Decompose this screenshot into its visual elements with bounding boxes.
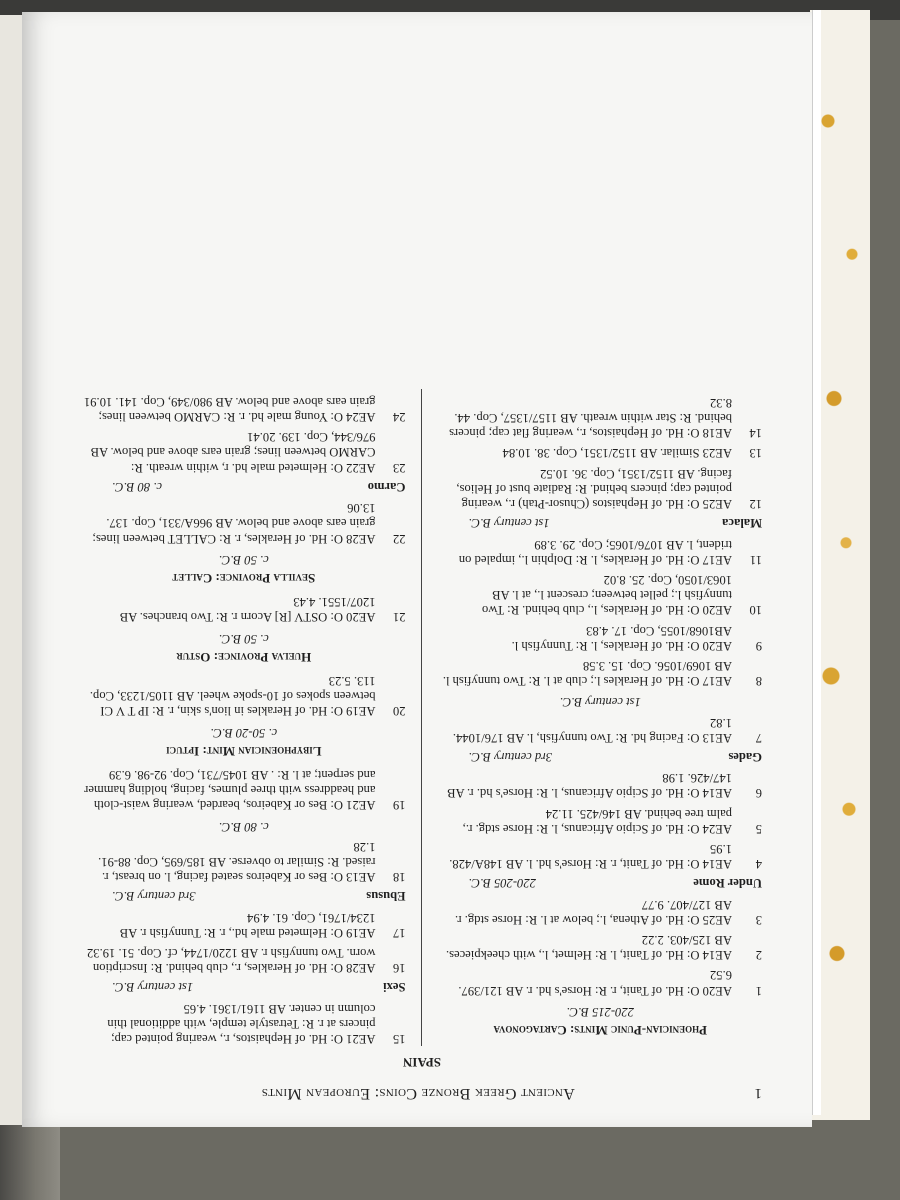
entry: 22 AE28 O: Hd. of Herakles, r. R: CALLET between lines; grain ears above and below. AB 966A/331, Cop. 137. 13.06 bbox=[92, 501, 406, 546]
date-subhead: c. 50-20 B.C. bbox=[210, 725, 278, 740]
left-column bbox=[422, 389, 763, 1046]
mint-heading: Huelva Province: Ostur bbox=[176, 649, 312, 665]
entry: 8 AE17 O: Hd. of Herakles l.; club at l. R: Two tunnyfish l. AB 1069/1056. Cop. 15. 3.58 bbox=[442, 658, 762, 689]
page-content-upside-down bbox=[82, 52, 762, 1102]
entry: 5 AE24 O: Hd. of Scipio Africanus, l. R: Horse stdg. r., palm tree behind. AB 146/425. 11.24 bbox=[462, 806, 762, 836]
entry: 12 AE25 O: Hd. of Hephaistos (Chusor-Ptah) r., wearing pointed cap; pincers behind. R: Radiate bust of Helios, facing. AB 1152/1351, Cop. 36. 10.52 bbox=[456, 466, 762, 512]
mint-row: Malaca 1st century B.C. bbox=[468, 516, 762, 531]
mint-row: Sexi 1st century B.C. bbox=[112, 980, 406, 995]
date-subhead: c. 80 B.C. bbox=[218, 819, 269, 834]
entry: 21 AE20 O: OSTV [R] Acorn r. R: Two branches. AB 1207/1551. 4.43 bbox=[119, 595, 406, 625]
date-subhead: 220-215 B.C. bbox=[566, 1004, 635, 1019]
section-title: SPAIN bbox=[402, 1055, 442, 1070]
mint-heading: Sevilla Province: Callet bbox=[172, 570, 316, 586]
right-column bbox=[82, 389, 422, 1046]
entry: 6 AE14 O: Hd. of Scipio Africanus, l. R: Horse's hd. r. AB 147/426. 1.98 bbox=[447, 771, 762, 801]
entry: 19 AE21 O: Bes or Kabeiros, bearded, wearing waist-cloth and headdress with three plumes, facing, holding hammer and serpent; at l. R: . AB 1045/731, Cop. 92-98. 6.39 bbox=[84, 767, 406, 813]
book-page bbox=[22, 12, 812, 1127]
page-number: 1 bbox=[754, 1085, 762, 1101]
date-subhead: c. 50 B.C. bbox=[218, 631, 269, 646]
entry: 9 AE20 O: Hd. of Herakles, l. R: Tunnyfish l. AB1068/1055, Cop. 17. 4.83 bbox=[511, 623, 762, 653]
entry: 13 AE23 Similar. AB 1152/1351, Cop. 38. 10.84 bbox=[502, 446, 762, 461]
entry: 10 AE20 O: Hd. of Herakles, l., club behind. R: Two tunnyfish l.; pellet between; crescent l., at l. AB 1063/1050, Cop. 25. 8.02 bbox=[481, 572, 762, 618]
running-head bbox=[82, 1084, 762, 1102]
mint-heading: Phoenician-Punic Mints: Cartagonova bbox=[493, 1023, 708, 1038]
entry: 2 AE14 O: Hd. of Tanit, l. R: Helmet, l., with cheekpieces. AB 125/403. 2.22 bbox=[445, 932, 762, 963]
page-stack-edge bbox=[812, 10, 821, 1115]
mint-heading: Libyphoenician Mint: Iptuci bbox=[166, 743, 322, 759]
entry: 3 AE25 O: Hd. of Athena, l.; below at l. R: Horse stdg. r. AB 127/407. 9.77 bbox=[454, 897, 762, 927]
entry: 17 AE19 O: Helmeted male hd., r. R: Tunnyfish r. AB 1234/1761, Cop. 61. 4.94 bbox=[119, 910, 406, 940]
date-subhead: c. 50 B.C. bbox=[218, 552, 269, 567]
entry: 18 AE13 O: Bes or Kabeiros seated facing, l. on breast, r. raised. R: Similar to obverse. AB 185/695, Cop. 88-91. 1.28 bbox=[98, 839, 406, 885]
mint-row: Gades 3rd century B.C. bbox=[468, 749, 762, 764]
entry: 20 AE19 O: Hd. of Herakles in lion's skin, r. R: IP T V CI between spokes of 10-spoke wheel. AB 1105/1233, Cop. 113. 5.23 bbox=[89, 673, 406, 719]
date-subhead: 1st century B.C. bbox=[559, 695, 641, 710]
entry: 24 AE24 O: Young male hd. r. R: CARMO between lines; grain ears above and below. AB 980/349, Cop. 141. 10.91 bbox=[83, 394, 406, 425]
mint-row: Ebusus 3rd century B.C. bbox=[112, 889, 406, 904]
entry: 7 AE13 O: Facing hd. R: Two tunnyfish, l. AB 176/1044. 1.82 bbox=[452, 715, 762, 745]
entry: 23 AE22 O: Helmeted male hd. r, within wreath. R: CARMO between lines; grain ears above and below. AB 976/344, Cop. 139. 20.41 bbox=[90, 430, 406, 475]
mint-row: Under Rome 220-205 B.C. bbox=[468, 876, 762, 891]
entry: 15 AE21 O: Hd. of Hephaistos, r., wearing pointed cap; pincers at r. R: Tetrastyle temple, with additional thin column in center. AB 1161/1361. 4.65 bbox=[107, 1001, 406, 1046]
entry: 14 AE18 O: Hd. of Hephaistos, r., wearing flat cap; pincers behind. R: Star within wreath. AB 1157/1357, Cop. 44. 8.32 bbox=[449, 395, 762, 441]
mint-row: Carmo c. 80 B.C. bbox=[112, 479, 406, 494]
entry: 1 AE20 O: Hd. of Tanit, r. R: Horse's hd. r. AB 121/397. 6.52 bbox=[458, 968, 762, 998]
entry: 4 AE14 O: Hd. of Tanit, r. R: Horse's hd. l. AB 148A/428. 1.95 bbox=[449, 841, 762, 872]
entry: 16 AE28 O: Hd. of Herakles, r., club behind. R: Inscription worn. Two tunnyfish r. AB 1220/1744, cf. Cop. 51. 19.32 bbox=[86, 945, 406, 976]
entry: 11 AE17 O: Hd. of Herakles, l. R: Dolphin l., impaled on trident, l. AB 1076/1065; Cop. 29. 3.89 bbox=[458, 537, 762, 567]
running-title: Ancient Greek Bronze Coins: European Mints bbox=[261, 1085, 575, 1102]
